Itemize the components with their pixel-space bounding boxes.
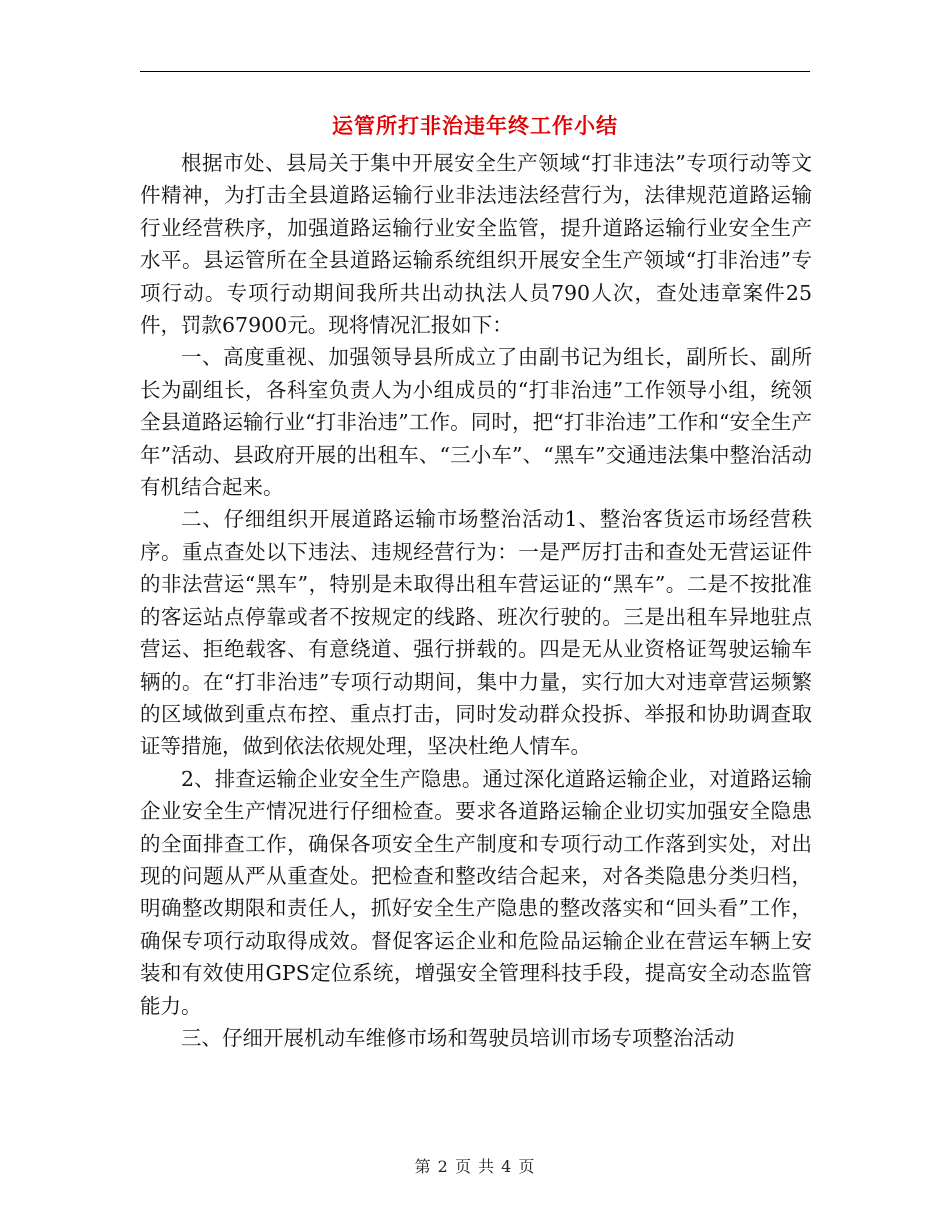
paragraph-section-2-item-2: 2、排查运输企业安全生产隐患。通过深化道路运输企业，对道路运输企业安全生产情况进行仔细检查。要求各道路运输企业切实加强安全隐患的全面排查工作，确保各项安全生产制度和专项行动工作落到实处，对出现的问题从严从重查处。把检查和整改结合起来，对各类隐患分类归档，明确整改期限和责任人，抓好安全生产隐患的整改落实和“回头看”工作，确保专项行动取得成效。督促客运企业和危险品运输企业在营运车辆上安装和有效使用GPS定位系统，增强安全管理科技手段，提高安全动态监管能力。 [140, 766, 812, 1018]
header-rule [140, 71, 810, 72]
document-title: 运管所打非治违年终工作小结 [332, 113, 618, 138]
document-body [140, 147, 812, 1054]
paragraph-intro: 根据市处、县局关于集中开展安全生产领域“打非违法”专项行动等文件精神，为打击全县道路运输行业非法违法经营行为，法律规范道路运输行业经营秩序，加强道路运输行业安全监管，提升道路运输行业安全生产水平。县运管所在全县道路运输系统组织开展安全生产领域“打非治违”专项行动。专项行动期间我所共出动执法人员790人次，查处违章案件25件，罚款67900元。现将情况汇报如下： [140, 151, 812, 338]
page-footer: 第 2 页 共 4 页 [414, 1157, 536, 1176]
paragraph-section-3-heading: 三、仔细开展机动车维修市场和驾驶员培训市场专项整治活动 [181, 1025, 735, 1050]
paragraph-section-1: 一、高度重视、加强领导县所成立了由副书记为组长，副所长、副所长为副组长，各科室负责人为小组成员的“打非治违”工作领导小组，统领全县道路运输行业“打非治违”工作。同时，把“打非治违”工作和“安全生产年”活动、县政府开展的出租车、“三小车”、“黑车”交通违法集中整治活动有机结合起来。 [140, 345, 812, 500]
paragraph-section-2: 二、仔细组织开展道路运输市场整治活动1、整治客货运市场经营秩序。重点查处以下违法、违规经营行为：一是严厉打击和查处无营运证件的非法营运“黑车”，特别是未取得出租车营运证的“黑车”。二是不按批准的客运站点停靠或者不按规定的线路、班次行驶的。三是出租车异地驻点营运、拒绝载客、有意绕道、强行拼载的。四是无从业资格证驾驶运输车辆的。在“打非治违”专项行动期间，集中力量，实行加大对违章营运频繁的区域做到重点布控、重点打击，同时发动群众投拆、举报和协助调查取证等措施，做到依法依规处理，坚决杜绝人情车。 [140, 507, 812, 759]
